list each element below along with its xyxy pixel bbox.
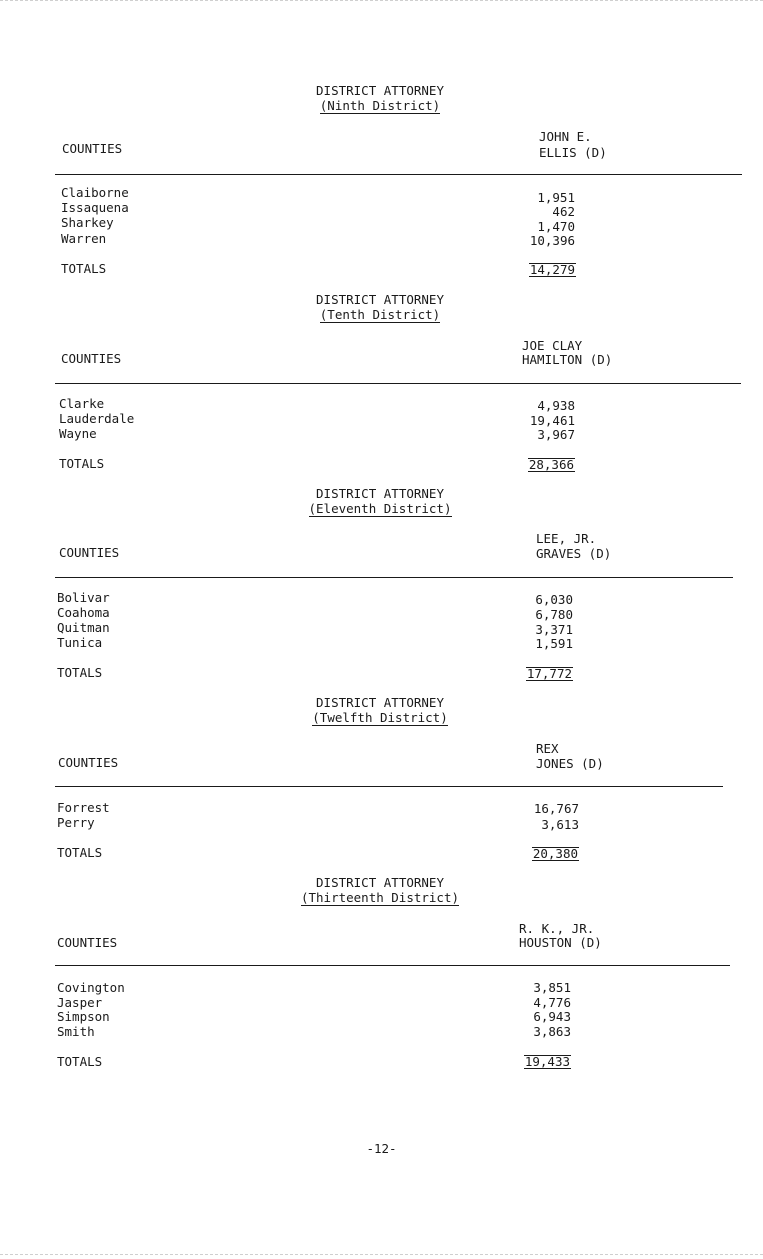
county-votes: 1,951 (537, 190, 575, 205)
county-name: Lauderdale (59, 411, 135, 426)
totals-label: TOTALS (59, 456, 105, 471)
county-votes: 3,967 (537, 427, 575, 442)
county-votes: 6,030 (535, 592, 573, 607)
page-bottom-edge (0, 1254, 763, 1255)
counties-header: COUNTIES (61, 351, 122, 366)
totals-value (513, 666, 573, 681)
header-rule (55, 174, 742, 175)
header-rule (55, 965, 730, 966)
office-title: DISTRICT ATTORNEY (316, 292, 444, 307)
candidate-name-line1: JOHN E. (539, 129, 592, 144)
candidate-name-line2: HAMILTON (D) (522, 352, 613, 367)
totals-value (511, 1054, 571, 1069)
totals-number: 20,380 (532, 846, 578, 861)
totals-number: 28,366 (528, 457, 574, 472)
section-title (230, 695, 530, 726)
office-title: DISTRICT ATTORNEY (316, 486, 444, 501)
county-votes: 16,767 (533, 801, 579, 816)
county-name: Forrest (57, 800, 110, 815)
totals-label: TOTALS (57, 845, 103, 860)
county-name: Jasper (57, 995, 103, 1010)
county-votes: 3,371 (535, 622, 573, 637)
totals-label: TOTALS (57, 1054, 103, 1069)
page-top-edge (0, 0, 763, 1)
county-name: Covington (57, 980, 125, 995)
candidate-name-line1: REX (536, 741, 559, 756)
candidate-name-line2: ELLIS (D) (539, 145, 607, 160)
counties-header: COUNTIES (57, 935, 118, 950)
county-name: Issaquena (61, 200, 129, 215)
county-name: Coahoma (57, 605, 110, 620)
section-title (230, 83, 530, 114)
office-title: DISTRICT ATTORNEY (316, 875, 444, 890)
county-votes: 10,396 (529, 233, 575, 248)
county-votes: 4,938 (537, 398, 575, 413)
county-votes: 1,591 (535, 636, 573, 651)
county-votes: 4,776 (533, 995, 571, 1010)
district-subtitle: (Thirteenth District) (300, 890, 460, 905)
candidate-name-line2: JONES (D) (536, 756, 604, 771)
county-votes: 3,863 (533, 1024, 571, 1039)
page-number: -12- (366, 1141, 397, 1156)
county-name: Tunica (57, 635, 103, 650)
county-name: Simpson (57, 1009, 110, 1024)
totals-value (519, 846, 579, 861)
totals-value (516, 262, 576, 277)
counties-header: COUNTIES (62, 141, 123, 156)
office-title: DISTRICT ATTORNEY (316, 83, 444, 98)
candidate-name-line1: JOE CLAY (522, 338, 583, 353)
county-name: Bolivar (57, 590, 110, 605)
county-votes: 1,470 (537, 219, 575, 234)
totals-number: 19,433 (524, 1054, 570, 1069)
district-subtitle: (Eleventh District) (308, 501, 452, 516)
header-rule (55, 383, 741, 384)
section-title (230, 486, 530, 517)
counties-header: COUNTIES (59, 545, 120, 560)
county-name: Clarke (59, 396, 105, 411)
section-title (230, 875, 530, 906)
county-votes: 462 (552, 204, 575, 219)
section-title (230, 292, 530, 323)
candidate-name-line2: HOUSTON (D) (519, 935, 602, 950)
counties-header: COUNTIES (58, 755, 119, 770)
candidate-name-line1: R. K., JR. (519, 921, 595, 936)
district-subtitle: (Tenth District) (319, 307, 441, 322)
district-subtitle: (Twelfth District) (312, 710, 448, 725)
totals-number: 17,772 (526, 666, 572, 681)
candidate-name-line1: LEE, JR. (536, 531, 597, 546)
county-votes: 6,943 (533, 1009, 571, 1024)
totals-number: 14,279 (529, 262, 575, 277)
header-rule (55, 786, 723, 787)
office-title: DISTRICT ATTORNEY (316, 695, 444, 710)
county-votes: 19,461 (529, 413, 575, 428)
county-name: Wayne (59, 426, 97, 441)
totals-value (515, 457, 575, 472)
totals-label: TOTALS (61, 261, 107, 276)
county-name: Quitman (57, 620, 110, 635)
county-name: Claiborne (61, 185, 129, 200)
district-subtitle: (Ninth District) (319, 98, 441, 113)
county-name: Sharkey (61, 215, 114, 230)
county-name: Warren (61, 231, 107, 246)
candidate-name-line2: GRAVES (D) (536, 546, 612, 561)
header-rule (55, 577, 733, 578)
county-name: Perry (57, 815, 95, 830)
county-name: Smith (57, 1024, 95, 1039)
county-votes: 3,851 (533, 980, 571, 995)
totals-label: TOTALS (57, 665, 103, 680)
county-votes: 6,780 (535, 607, 573, 622)
county-votes: 3,613 (541, 817, 579, 832)
